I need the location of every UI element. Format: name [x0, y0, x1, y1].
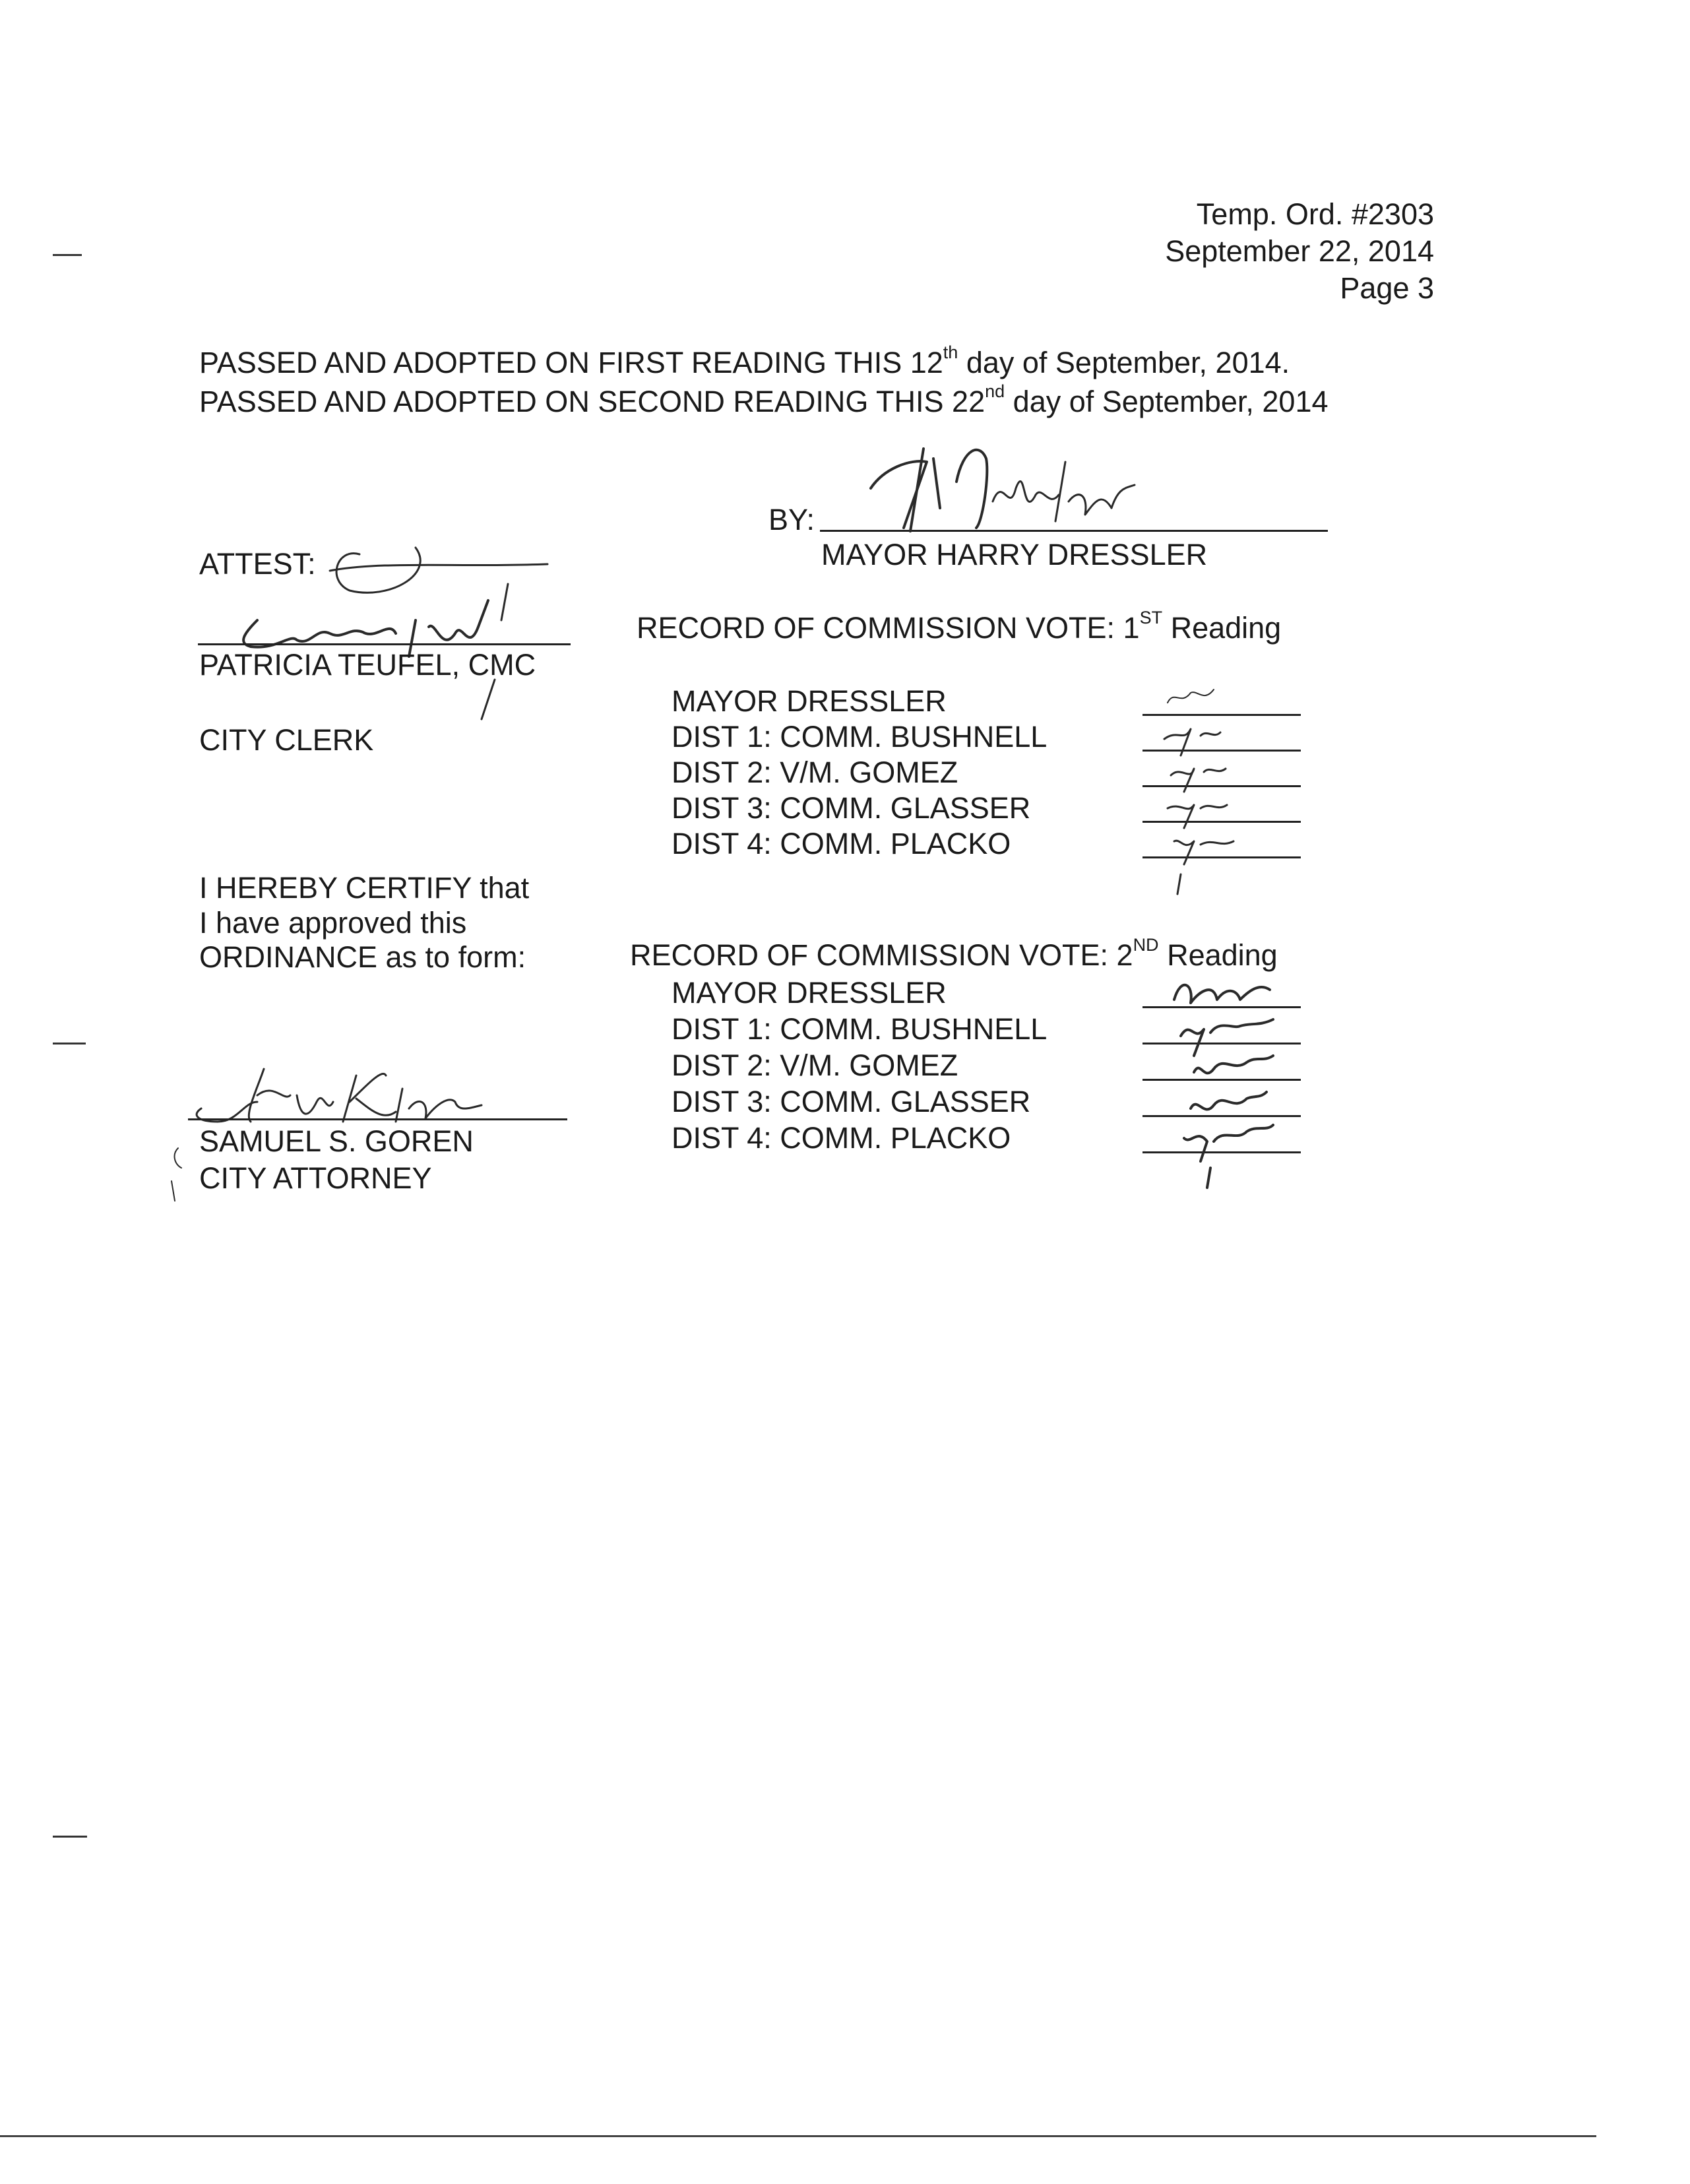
margin-mark [53, 1836, 87, 1838]
second-reading-text: PASSED AND ADOPTED ON SECOND READING THIS 22 [199, 385, 986, 418]
second-reading-suffix: nd [985, 381, 1005, 401]
vote2-heading-text: RECORD OF COMMISSION VOTE: 2 [630, 938, 1133, 972]
vote1-heading-suffix: ST [1139, 608, 1163, 627]
second-reading-date: day of September, 2014 [1005, 385, 1329, 418]
vote2-member: DIST 3: COMM. GLASSER [672, 1085, 1031, 1118]
by-label: BY: [768, 503, 815, 536]
city-clerk-title: CITY CLERK [199, 723, 374, 757]
vote2-member: DIST 1: COMM. BUSHNELL [672, 1012, 1048, 1046]
vote1-marks [1154, 676, 1299, 894]
attorney-signature-line [188, 1118, 567, 1120]
vote1-member: DIST 4: COMM. PLACKO [672, 827, 1011, 860]
city-attorney-name: SAMUEL S. GOREN [199, 1124, 474, 1158]
city-clerk-name: PATRICIA TEUFEL, CMC [199, 648, 536, 682]
certify-line-3: ORDINANCE as to form: [199, 940, 526, 974]
vote1-heading [637, 608, 1282, 645]
city-attorney-title: CITY ATTORNEY [199, 1161, 432, 1195]
vote1-heading-text: RECORD OF COMMISSION VOTE: 1 [637, 611, 1140, 645]
first-reading-suffix: th [943, 342, 958, 362]
attest-label: ATTEST: [199, 547, 316, 581]
vote1-heading-reading: Reading [1162, 611, 1282, 645]
first-reading-line [199, 342, 1290, 379]
first-reading-text: PASSED AND ADOPTED ON FIRST READING THIS 12 [199, 346, 943, 379]
bottom-scan-line [0, 2135, 1596, 2137]
vote1-member: DIST 1: COMM. BUSHNELL [672, 720, 1048, 754]
mayor-name: MAYOR HARRY DRESSLER [821, 538, 1208, 571]
certify-line-2: I have approved this [199, 906, 467, 940]
vote2-member: MAYOR DRESSLER [672, 976, 947, 1010]
vote2-member: DIST 2: V/M. GOMEZ [672, 1048, 958, 1082]
vote1-member: MAYOR DRESSLER [672, 684, 947, 718]
second-reading-line [199, 381, 1329, 418]
mayor-signature [858, 422, 1174, 534]
vote1-member: DIST 2: V/M. GOMEZ [672, 755, 958, 789]
ordinance-number: Temp. Ord. #2303 [1196, 197, 1434, 231]
margin-mark [53, 254, 82, 256]
vote2-heading-reading: Reading [1158, 938, 1278, 972]
vote2-heading-suffix: ND [1133, 935, 1159, 955]
city-clerk-signature [218, 534, 587, 726]
vote2-marks [1154, 963, 1306, 1201]
vote1-member: DIST 3: COMM. GLASSER [672, 791, 1031, 825]
margin-mark [53, 1043, 86, 1044]
first-reading-date: day of September, 2014. [958, 346, 1290, 379]
attest-signature-line [198, 643, 571, 645]
certify-line-1: I HEREBY CERTIFY that [199, 871, 530, 905]
document-date: September 22, 2014 [1165, 234, 1434, 268]
vote2-member: DIST 4: COMM. PLACKO [672, 1121, 1011, 1155]
page-number: Page 3 [1340, 271, 1434, 305]
